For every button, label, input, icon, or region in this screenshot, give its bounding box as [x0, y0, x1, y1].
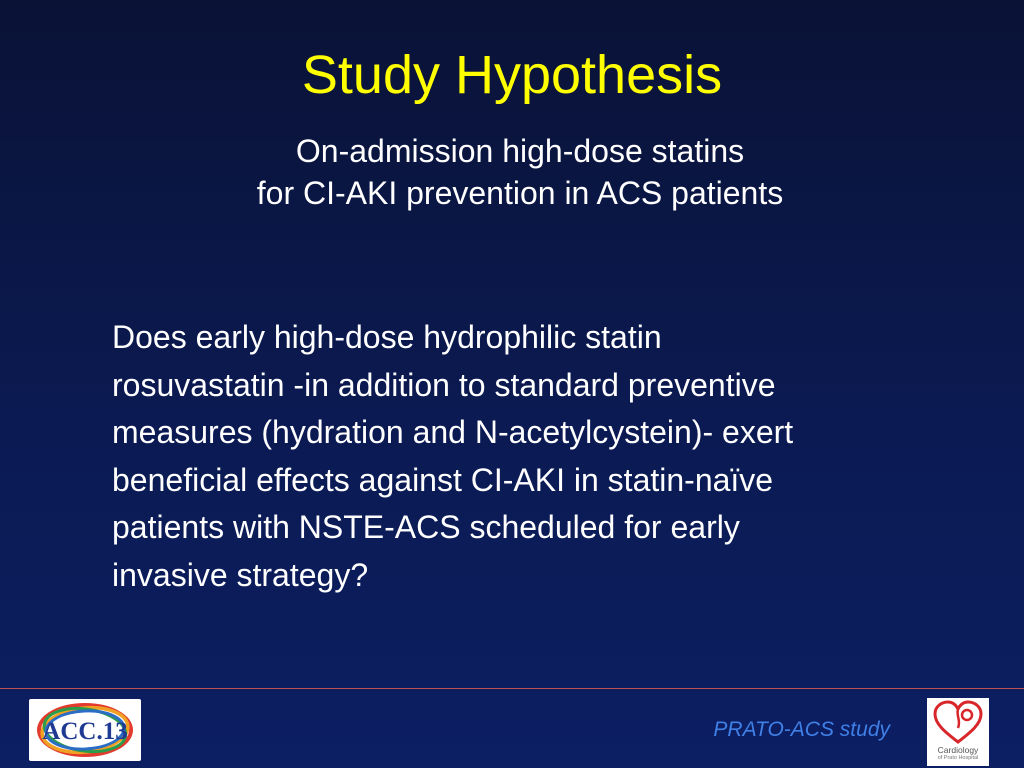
body-line: Does early high-dose hydrophilic statin: [112, 319, 662, 355]
body-line: rosuvastatin -in addition to standard preventive: [112, 366, 776, 403]
body-line: measures (hydration and N-acetylcystein)- exert: [112, 414, 794, 450]
hypothesis-question: [112, 314, 982, 599]
subtitle-line: On-admission high-dose statins: [295, 133, 745, 169]
body-line: patients with NSTE-ACS scheduled for early: [112, 509, 740, 545]
acc13-logo-text: ACC.13: [42, 718, 128, 745]
body-line: invasive strategy?: [112, 556, 369, 593]
slide-title: Study Hypothesis: [301, 45, 723, 105]
cardiology-sub-label: of Prato Hospital: [937, 755, 979, 761]
footer-divider: [0, 688, 1024, 689]
body-line: beneficial effects against CI-AKI in statin-naïve: [112, 461, 774, 498]
study-label: PRATO-ACS study: [713, 718, 890, 741]
cardiology-label: Cardiology: [937, 745, 979, 755]
subtitle-line: for CI-AKI prevention in ACS patients: [256, 175, 784, 211]
slide-subtitle: [0, 130, 1024, 214]
cardiology-heart-logo-icon: [927, 698, 989, 766]
acc13-logo-icon: [29, 699, 141, 761]
